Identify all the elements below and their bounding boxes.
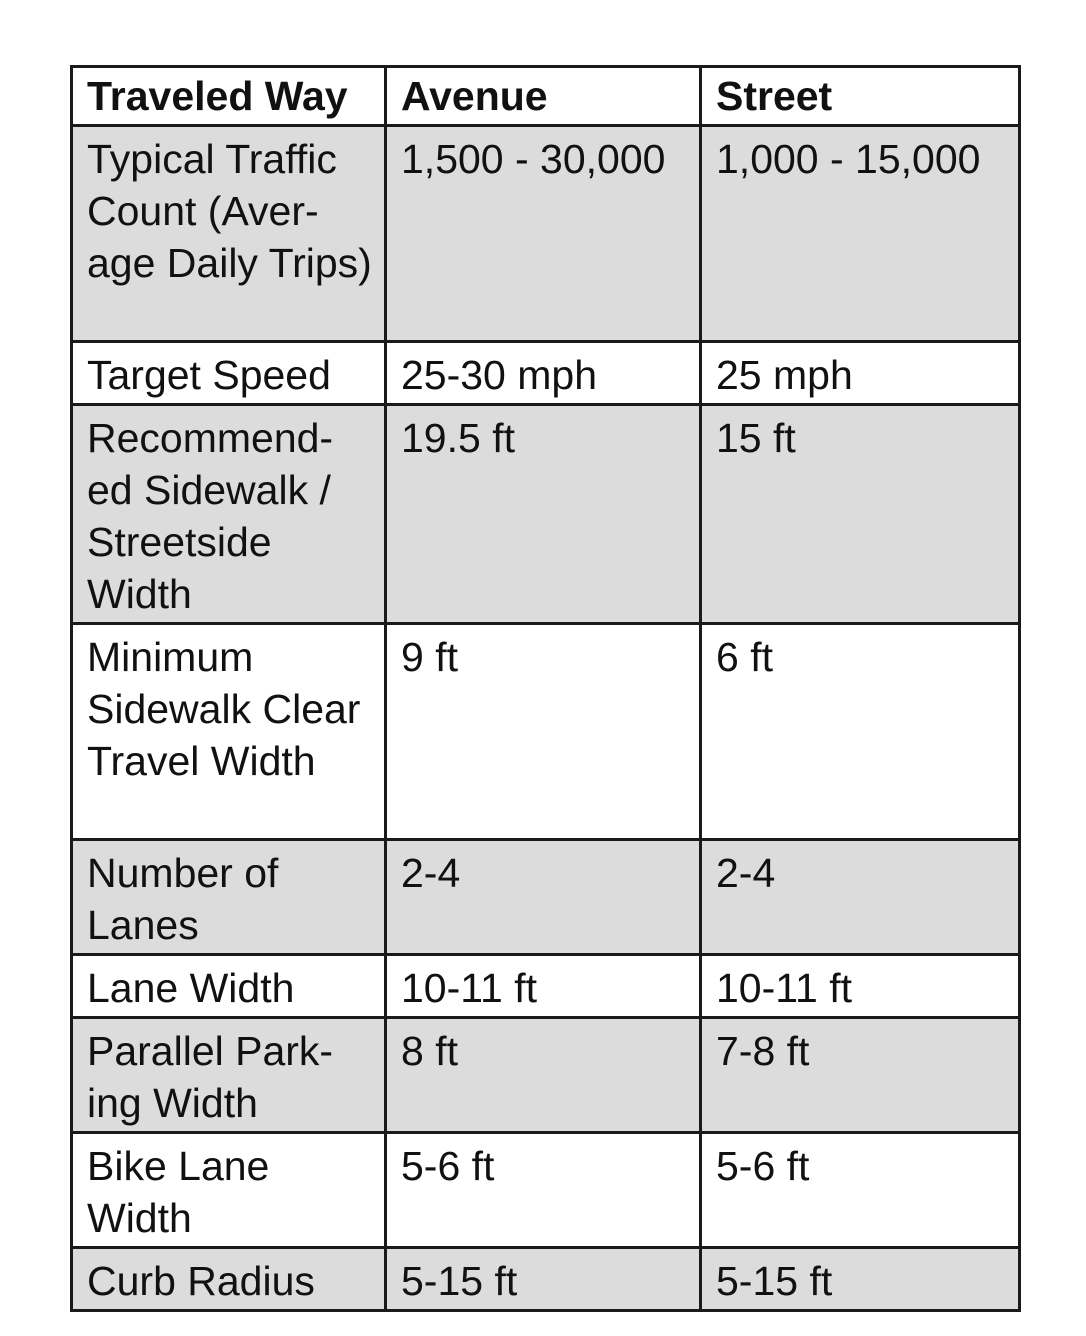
cell-street-sidewalk-width: 15 ft [701, 405, 1020, 624]
header-street: Street [701, 67, 1020, 126]
row-label-parking-width: Parallel Park-ing Width [72, 1018, 386, 1133]
header-avenue: Avenue [386, 67, 701, 126]
row-label-target-speed: Target Speed [72, 342, 386, 405]
row-label-clear-travel-width: Minimum Sidewalk Clear Travel Width [72, 624, 386, 840]
row-label-curb-radius: Curb Radius [72, 1248, 386, 1311]
cell-avenue-curb-radius: 5-15 ft [386, 1248, 701, 1311]
cell-street-number-of-lanes: 2-4 [701, 840, 1020, 955]
cell-avenue-bike-lane-width: 5-6 ft [386, 1133, 701, 1248]
table-row [72, 1133, 1020, 1248]
cell-avenue-clear-travel-width: 9 ft [386, 624, 701, 840]
cell-avenue-lane-width: 10-11 ft [386, 955, 701, 1018]
cell-street-traffic-count: 1,000 - 15,000 [701, 126, 1020, 342]
cell-street-target-speed: 25 mph [701, 342, 1020, 405]
row-label-sidewalk-width: Recommend-ed Sidewalk / Streetside Width [72, 405, 386, 624]
cell-street-parking-width: 7-8 ft [701, 1018, 1020, 1133]
table-row [72, 955, 1020, 1018]
cell-avenue-sidewalk-width: 19.5 ft [386, 405, 701, 624]
row-label-lane-width: Lane Width [72, 955, 386, 1018]
table-header-row [72, 67, 1020, 126]
table-row [72, 342, 1020, 405]
table-row [72, 624, 1020, 840]
table-row [72, 126, 1020, 342]
cell-avenue-traffic-count: 1,500 - 30,000 [386, 126, 701, 342]
street-standards-table [70, 65, 1021, 1312]
row-label-traffic-count: Typical Traffic Count (Aver-age Daily Trips) [72, 126, 386, 342]
cell-street-clear-travel-width: 6 ft [701, 624, 1020, 840]
cell-street-bike-lane-width: 5-6 ft [701, 1133, 1020, 1248]
cell-street-lane-width: 10-11 ft [701, 955, 1020, 1018]
cell-avenue-target-speed: 25-30 mph [386, 342, 701, 405]
cell-avenue-number-of-lanes: 2-4 [386, 840, 701, 955]
table-row [72, 840, 1020, 955]
cell-avenue-parking-width: 8 ft [386, 1018, 701, 1133]
table-row [72, 1248, 1020, 1311]
table-row [72, 1018, 1020, 1133]
row-label-bike-lane-width: Bike Lane Width [72, 1133, 386, 1248]
table-row [72, 405, 1020, 624]
cell-street-curb-radius: 5-15 ft [701, 1248, 1020, 1311]
row-label-number-of-lanes: Number of Lanes [72, 840, 386, 955]
header-traveled-way: Traveled Way [72, 67, 386, 126]
